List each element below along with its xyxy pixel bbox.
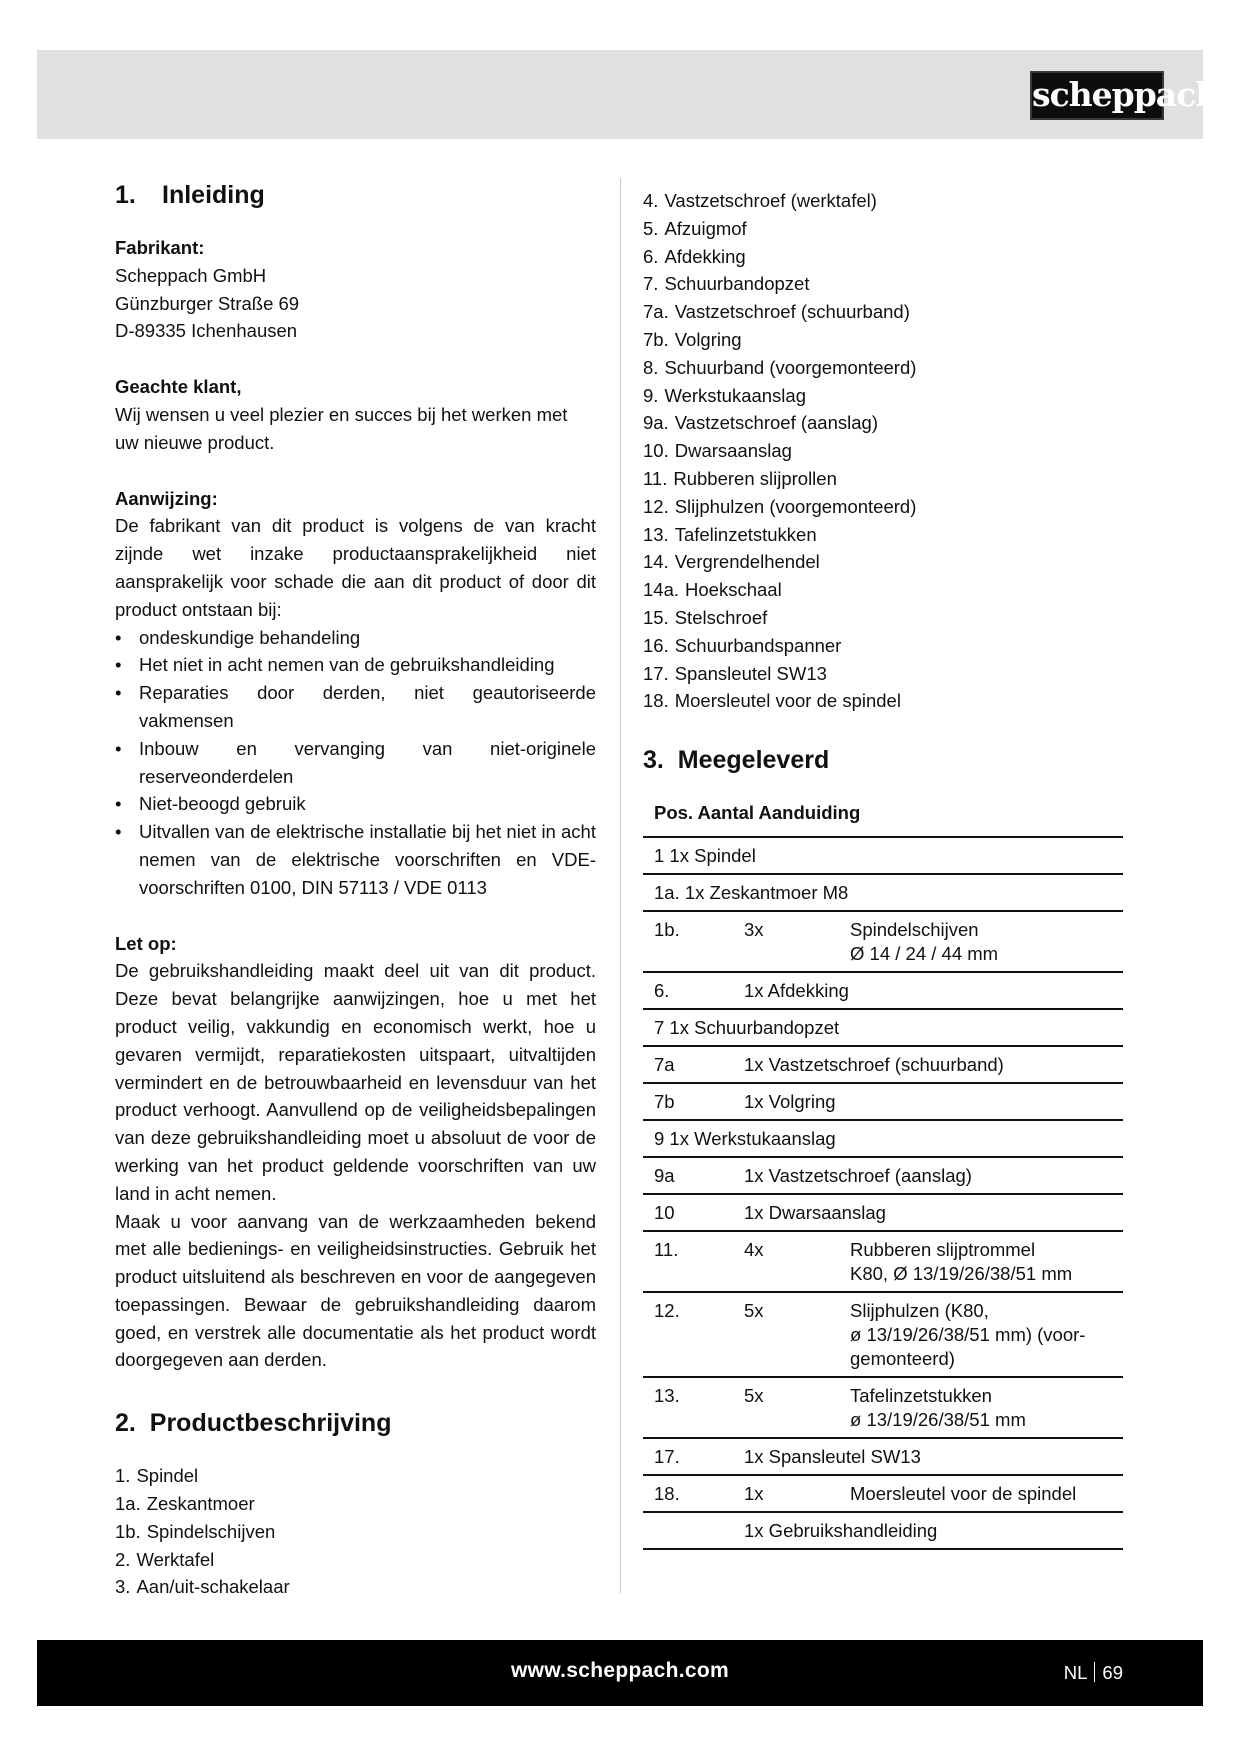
delivery-position: 7b xyxy=(643,1083,744,1120)
column-divider xyxy=(620,178,621,1593)
delivery-row xyxy=(643,1046,1123,1083)
product-part-name: Spindel xyxy=(136,1465,199,1487)
product-part-item xyxy=(643,382,1123,410)
product-part-item xyxy=(115,1490,596,1518)
notice-bullet-item: • Uitvallen van de elektrische installatie bij het niet in acht nemen van de elektrische voorschriften en VDE-voorschriften 0100, DIN 57113 / VDE 0113 xyxy=(115,818,596,901)
delivery-row xyxy=(643,1083,1123,1120)
caution-text-2: Maak u voor aanvang van de werkzaamheden bekend met alle bedienings- en veiligheidsinstructies. Gebruik het product uitsluitend als beschreven en voor de aangegeven toepassingen. Bewaar de gebruikshandleiding daarom goed, en verstrek alle documentatie als het product wordt doorgegeven aan derden. xyxy=(115,1210,596,1371)
product-part-number: 1b. xyxy=(115,1520,141,1542)
product-part-number: 11. xyxy=(643,467,668,489)
product-part-name: Schuurband (voorgemonteerd) xyxy=(664,356,917,378)
product-part-name: Werktafel xyxy=(136,1548,215,1570)
product-part-number: 9. xyxy=(643,384,659,406)
product-part-number: 18. xyxy=(643,690,669,712)
product-part-item xyxy=(643,270,1123,298)
product-part-name: Dwarsaanslag xyxy=(674,440,792,462)
greeting-text: Wij wensen u veel plezier en succes bij het werken met uw nieuwe product. xyxy=(115,403,568,453)
product-part-item xyxy=(643,437,1123,465)
delivery-row xyxy=(643,874,1123,911)
delivery-quantity: 5x xyxy=(744,1377,850,1438)
product-part-name: Afdekking xyxy=(664,245,746,267)
product-part-item xyxy=(643,354,1123,382)
delivery-description-line: Moersleutel voor de spindel xyxy=(850,1482,1077,1504)
caution-label: Let op: xyxy=(115,932,177,954)
delivery-description xyxy=(850,1377,1123,1438)
manufacturer-address xyxy=(115,262,596,345)
product-part-name: Vastzetschroef (aanslag) xyxy=(674,412,878,434)
product-part-name: Rubberen slijprollen xyxy=(673,467,837,489)
delivery-position: 11. xyxy=(643,1231,744,1292)
delivery-quantity: 1x Gebruikshandleiding xyxy=(744,1512,1123,1549)
delivery-quantity: 4x xyxy=(744,1231,850,1292)
delivery-row xyxy=(643,1512,1123,1549)
product-part-item xyxy=(643,215,1123,243)
manufacturer-line: Günzburger Straße 69 xyxy=(115,292,300,314)
delivery-row xyxy=(643,1157,1123,1194)
product-part-number: 3. xyxy=(115,1576,131,1598)
delivery-description xyxy=(850,911,1123,972)
delivery-description-line: Slijphulzen (K80, xyxy=(850,1299,989,1321)
product-part-number: 7a. xyxy=(643,301,669,323)
notice-bullet-item: • Het niet in acht nemen van de gebruikshandleiding xyxy=(115,651,596,679)
notice-bullet-item: • ondeskundige behandeling xyxy=(115,624,596,652)
product-part-item xyxy=(643,521,1123,549)
notice-bullet-item: • Niet-beoogd gebruik xyxy=(115,790,596,818)
delivery-description-line: Rubberen slijptrommel xyxy=(850,1238,1036,1260)
product-part-item xyxy=(643,604,1123,632)
manufacturer-line: Scheppach GmbH xyxy=(115,264,267,286)
delivery-description-line: ø 13/19/26/38/51 mm) (voor- xyxy=(850,1323,1086,1345)
product-part-item xyxy=(643,465,1123,493)
delivery-position: 7a xyxy=(643,1046,744,1083)
product-part-name: Schuurbandspanner xyxy=(674,634,842,656)
delivery-row xyxy=(643,1438,1123,1475)
product-part-item xyxy=(115,1518,596,1546)
product-part-item xyxy=(643,187,1123,215)
delivery-row xyxy=(643,1120,1123,1157)
product-part-item xyxy=(643,326,1123,354)
delivery-position: 6. xyxy=(643,972,744,1009)
product-part-name: Volgring xyxy=(674,328,742,350)
delivery-position: 17. xyxy=(643,1438,744,1475)
delivery-row xyxy=(643,972,1123,1009)
product-part-name: Afzuigmof xyxy=(664,217,747,239)
scheppach-logo: scheppach xyxy=(1030,71,1164,120)
product-part-name: Schuurbandopzet xyxy=(664,273,810,295)
delivery-description xyxy=(850,1475,1123,1512)
product-part-item xyxy=(643,409,1123,437)
delivery-row xyxy=(643,911,1123,972)
delivery-row-text: 7 1x Schuurbandopzet xyxy=(643,1009,1123,1046)
product-part-name: Aan/uit-schakelaar xyxy=(136,1576,290,1598)
right-column xyxy=(643,187,1123,1550)
delivery-row xyxy=(643,1231,1123,1292)
delivery-quantity: 1x Vastzetschroef (aanslag) xyxy=(744,1157,1123,1194)
product-part-number: 6. xyxy=(643,245,659,267)
product-part-item xyxy=(643,576,1123,604)
notice-text: De fabrikant van dit product is volgens de van kracht zijnde wet inzake productaansprakelijkheid niet aansprakelijk voor schade die aan dit product of door dit product ontstaan bij: xyxy=(115,515,596,620)
delivery-position: 10 xyxy=(643,1194,744,1231)
product-part-item xyxy=(115,1546,596,1574)
product-part-list xyxy=(115,1462,596,1601)
delivery-row xyxy=(643,1475,1123,1512)
delivery-quantity: 1x Spansleutel SW13 xyxy=(744,1438,1123,1475)
product-part-number: 1. xyxy=(115,1465,131,1487)
product-part-name: Spansleutel SW13 xyxy=(674,662,827,684)
left-column xyxy=(115,180,596,1601)
product-part-item xyxy=(643,298,1123,326)
delivery-quantity: 1x Afdekking xyxy=(744,972,1123,1009)
delivery-row-text: 1 1x Spindel xyxy=(643,838,1123,874)
notice-bullet-list xyxy=(115,624,596,902)
product-part-name: Slijphulzen (voorgemonteerd) xyxy=(674,495,917,517)
caution-text: De gebruikshandleiding maakt deel uit van dit product. Deze bevat belangrijke aanwijzingen, hoe u met het product veilig, vakkundig en economisch werkt, hoe u gevaren vermijdt, reparatiekosten uitspaart, uitvaltijden vermindert en de betrouwbaarheid en levensduur van het product verhoogt. Aanvullend op de veiligheidsbepalingen van deze gebruikshandleiding moet u absoluut de voor de werking van het product geldende voorschriften van uw land in acht nemen. xyxy=(115,960,596,1204)
section-heading-product: 2. Productbeschrijving xyxy=(115,1409,392,1438)
product-part-item xyxy=(115,1462,596,1490)
delivery-quantity: 1x Vastzetschroef (schuurband) xyxy=(744,1046,1123,1083)
notice-label: Aanwijzing: xyxy=(115,487,218,509)
notice-bullet-item: • Reparaties door derden, niet geautoriseerde vakmensen xyxy=(115,679,596,735)
product-part-number: 9a. xyxy=(643,412,669,434)
delivery-row xyxy=(643,1377,1123,1438)
delivery-quantity: 5x xyxy=(744,1292,850,1377)
greeting-label: Geachte klant, xyxy=(115,376,242,398)
product-part-number: 16. xyxy=(643,634,669,656)
product-part-item xyxy=(643,687,1123,715)
delivery-row-text: 1a. 1x Zeskantmoer M8 xyxy=(643,874,1123,911)
notice-bullet-item: • Inbouw en vervanging van niet-originele reserveonderdelen xyxy=(115,735,596,791)
product-part-item xyxy=(643,548,1123,576)
delivery-row xyxy=(643,1194,1123,1231)
delivery-description-line: gemonteerd) xyxy=(850,1347,955,1369)
delivery-position: 1b. xyxy=(643,911,744,972)
product-part-item xyxy=(115,1573,596,1601)
product-part-name: Zeskantmoer xyxy=(146,1493,255,1515)
delivery-description-line: ø 13/19/26/38/51 mm xyxy=(850,1408,1026,1430)
delivery-description-line: Ø 14 / 24 / 44 mm xyxy=(850,942,999,964)
product-part-number: 8. xyxy=(643,356,659,378)
delivery-row xyxy=(643,838,1123,874)
delivery-quantity: 3x xyxy=(744,911,850,972)
product-part-number: 13. xyxy=(643,523,669,545)
product-part-number: 1a. xyxy=(115,1493,141,1515)
product-part-item xyxy=(643,632,1123,660)
product-part-name: Tafelinzetstukken xyxy=(674,523,817,545)
product-part-name: Stelschroef xyxy=(674,606,768,628)
delivery-position: 13. xyxy=(643,1377,744,1438)
product-part-name: Vergrendelhendel xyxy=(674,551,820,573)
product-part-item xyxy=(643,243,1123,271)
delivery-description-line: Spindelschijven xyxy=(850,918,979,940)
delivery-description xyxy=(850,1292,1123,1377)
product-part-number: 10. xyxy=(643,440,669,462)
delivery-description xyxy=(850,1231,1123,1292)
delivery-table-header: Pos. Aantal Aanduiding xyxy=(643,799,1123,838)
product-part-number: 2. xyxy=(115,1548,131,1570)
section-heading-intro: 1. Inleiding xyxy=(115,181,265,209)
product-part-list-continued xyxy=(643,187,1123,715)
product-part-number: 7b. xyxy=(643,328,669,350)
product-part-number: 7. xyxy=(643,273,659,295)
product-part-number: 4. xyxy=(643,190,659,211)
delivery-table xyxy=(643,838,1123,1550)
product-part-name: Moersleutel voor de spindel xyxy=(674,690,901,712)
product-part-number: 14a. xyxy=(643,579,680,601)
delivery-position: 18. xyxy=(643,1475,744,1512)
delivery-quantity: 1x xyxy=(744,1475,850,1512)
header-band xyxy=(37,50,1203,139)
product-part-number: 15. xyxy=(643,606,669,628)
delivery-position: 12. xyxy=(643,1292,744,1377)
delivery-row xyxy=(643,1292,1123,1377)
manufacturer-line: D-89335 Ichenhausen xyxy=(115,320,298,342)
product-part-item xyxy=(643,660,1123,688)
product-part-number: 17. xyxy=(643,662,669,684)
delivery-row-text: 9 1x Werkstukaanslag xyxy=(643,1120,1123,1157)
product-part-name: Spindelschijven xyxy=(146,1520,276,1542)
delivery-description-line: Tafelinzetstukken xyxy=(850,1384,992,1406)
product-part-name: Vastzetschroef (schuurband) xyxy=(674,301,910,323)
product-part-name: Hoekschaal xyxy=(685,579,782,601)
delivery-quantity: 1x Dwarsaanslag xyxy=(744,1194,1123,1231)
delivery-position: 9a xyxy=(643,1157,744,1194)
product-part-number: 5. xyxy=(643,217,659,239)
manufacturer-label: Fabrikant: xyxy=(115,237,205,258)
page-indicator: NL 69 xyxy=(1063,1662,1123,1683)
product-part-name: Vastzetschroef (werktafel) xyxy=(664,190,877,211)
delivery-position xyxy=(643,1512,744,1549)
section-heading-delivery: 3. Meegeleverd xyxy=(643,746,830,775)
product-part-number: 14. xyxy=(643,551,669,573)
product-part-number: 12. xyxy=(643,495,669,517)
delivery-quantity: 1x Volgring xyxy=(744,1083,1123,1120)
delivery-description-line: K80, Ø 13/19/26/38/51 mm xyxy=(850,1262,1073,1284)
footer-bar xyxy=(37,1640,1203,1706)
product-part-name: Werkstukaanslag xyxy=(664,384,806,406)
footer-url[interactable]: www.scheppach.com xyxy=(511,1659,729,1682)
product-part-item xyxy=(643,493,1123,521)
delivery-row xyxy=(643,1009,1123,1046)
